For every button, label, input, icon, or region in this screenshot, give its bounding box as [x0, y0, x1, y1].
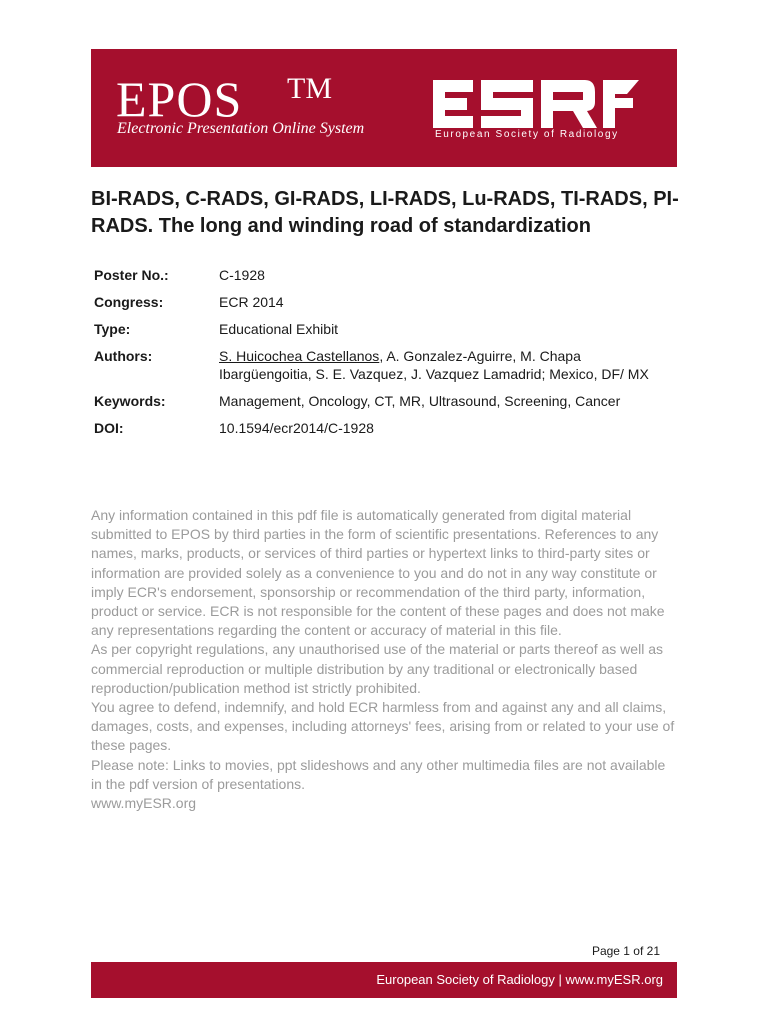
copyright-paragraph: As per copyright regulations, any unauthorised use of the material or parts thereof as well as commercial reproduction or multiple distribution by any traditional or electronically based reproduction/publication method ist strictly prohibited.	[91, 641, 663, 696]
meta-row-type	[94, 320, 664, 338]
type-label: Type:	[94, 321, 131, 337]
keywords-label: Keywords:	[94, 393, 166, 409]
page-number: Page 1 of 21	[591, 944, 660, 958]
poster-value: C-1928	[219, 267, 265, 283]
authors-label: Authors:	[94, 348, 153, 364]
author-link[interactable]: S. Huicochea Castellanos	[219, 348, 380, 364]
footer-banner	[91, 962, 677, 998]
indemnity-paragraph: You agree to defend, indemnify, and hold ECR harmless from and against any and all claims, damages, costs, and expenses, including attorneys' fees, arising from or related to your use of these pages.	[91, 699, 675, 754]
epos-trademark: TM	[287, 72, 332, 105]
document-title: BI-RADS, C-RADS, GI-RADS, LI-RADS, Lu-RADS, TI-RADS, PI-RADS. The long and winding road of standardization	[91, 188, 679, 237]
footer-text: European Society of Radiology | www.myESR.org	[376, 972, 663, 987]
authors-rest: , A. Gonzalez-Aguirre, M. Chapa Ibargüengoitia, S. E. Vazquez, J. Vazquez Lamadrid; Mexico, DF/ MX	[219, 348, 649, 382]
type-value: Educational Exhibit	[219, 321, 339, 337]
meta-row-authors	[94, 347, 664, 383]
meta-row-poster	[94, 266, 664, 284]
doi-value: 10.1594/ecr2014/C-1928	[219, 420, 374, 436]
disclaimer-paragraph: Any information contained in this pdf file is automatically generated from digital material submitted to EPOS by third parties in the form of scientific presentations. References to any names, marks, products, or services of third parties or hypertext links to third-party sites or information are provided solely as a convenience to you and do not in any way constitute or imply ECR's endorsement, sponsorship or recommendation of the third party, information, product or service. ECR is not responsible for the content of these pages and does not make any representations regarding the content or accuracy of material in this file.	[91, 507, 665, 639]
keywords-value: Management, Oncology, CT, MR, Ultrasound, Screening, Cancer	[219, 393, 621, 409]
meta-row-doi	[94, 419, 664, 437]
congress-value: ECR 2014	[219, 294, 284, 310]
multimedia-note: Please note: Links to movies, ppt slideshows and any other multimedia files are not available in the pdf version of presentations.	[91, 756, 666, 792]
header-banner	[91, 49, 677, 167]
meta-row-congress	[94, 293, 664, 311]
congress-label: Congress:	[94, 294, 164, 310]
poster-label: Poster No.:	[94, 267, 169, 283]
doi-label: DOI:	[94, 420, 124, 436]
poster-metadata	[94, 266, 664, 446]
disclaimer	[91, 506, 676, 813]
meta-row-keywords	[94, 392, 664, 410]
esr-logo-icon	[433, 80, 639, 128]
epos-subtitle: Electronic Presentation Online System	[117, 120, 365, 137]
epos-logo-text: EPOS	[116, 71, 243, 127]
website-link[interactable]: www.myESR.org	[91, 795, 197, 812]
esr-subtitle: European Society of Radiology	[435, 129, 619, 140]
authors-value	[219, 347, 664, 383]
